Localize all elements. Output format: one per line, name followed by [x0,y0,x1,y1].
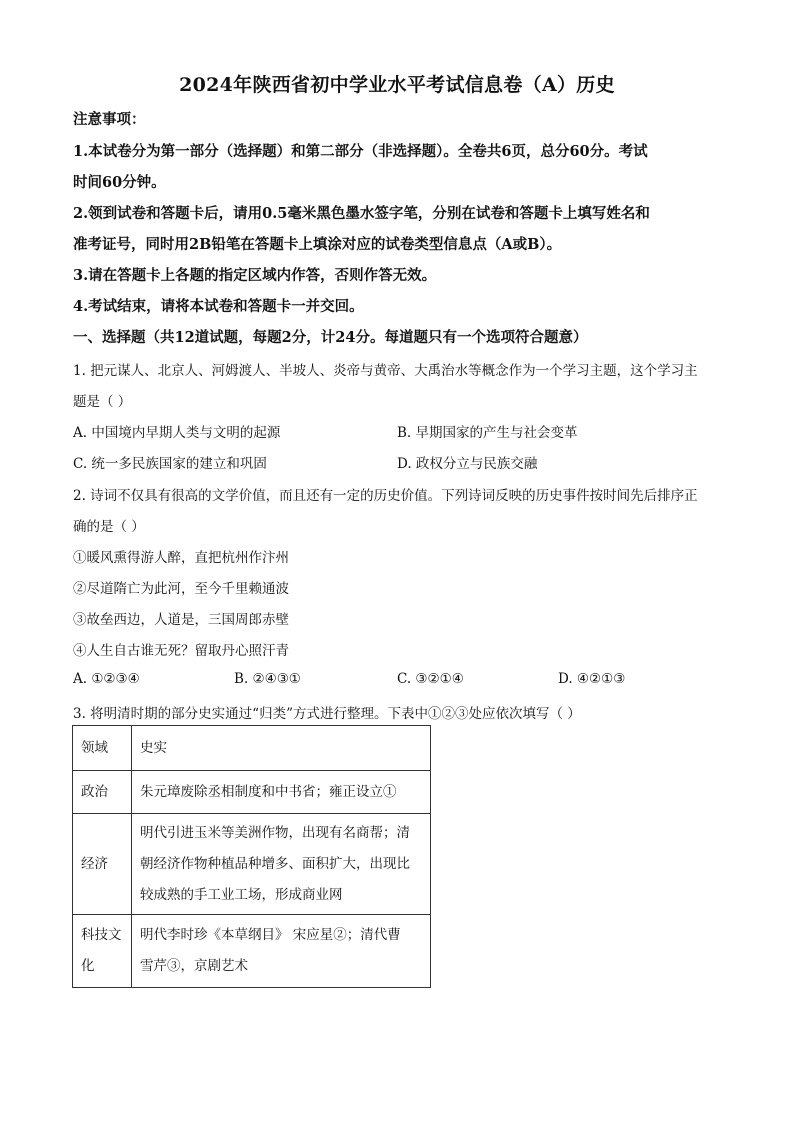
q2-stem-line-2: 确的是（ ） [73,519,145,535]
fact-line: 较成熟的手工业工场，形成商业网 [140,886,343,903]
fact-line: 雪芹③，京剧艺术 [140,958,248,974]
table-header-field: 领域 [73,726,132,771]
q2-option-c: C. ③②①④ [397,671,464,687]
notice-item-2-line-2: 准考证号，同时用2B铅笔在答题卡上填涂对应的试卷类型信息点（A或B）。 [73,236,562,253]
q1-option-c: C. 统一多民族国家的建立和巩固 [73,456,267,472]
table-row [73,771,431,814]
q2-poem-1: ①暖风熏得游人醉，直把杭州作汴州 [73,550,289,566]
fact-line: 朝经济作物种植品种增多、面积扩大，出现比 [140,855,410,872]
notice-item-4: 4.考试结束，请将本试卷和答题卡一并交回。 [73,298,364,315]
fact-line: 明代李时珍《本草纲目》 宋应星②；清代曹 [140,927,401,943]
table-row [73,915,431,988]
notice-item-3: 3.请在答题卡上各题的指定区域内作答，否则作答无效。 [73,267,437,284]
q1-stem-line-1: 1. 把元谋人、北京人、河姆渡人、半坡人、炎帝与黄帝、大禹治水等概念作为一个学习主题，这个学习主 [73,363,698,379]
table-cell-field [73,915,132,988]
table-cell-facts [132,771,431,814]
table-cell-field: 政治 [73,771,132,814]
q2-option-b: B. ②④③① [234,671,301,687]
q1-stem-line-2: 题是（ ） [73,394,132,410]
q2-poem-2: ②尽道隋亡为此河，至今千里赖通波 [73,581,289,597]
table-cell-facts [132,915,431,988]
q1-option-d: D. 政权分立与民族交融 [397,456,538,472]
exam-title: 2024年陕西省初中学业水平考试信息卷（A）历史 [179,74,615,96]
section-1-heading: 一、选择题（共12道试题，每题2分，计24分。每道题只有一个选项符合题意） [73,329,588,346]
table-cell-field: 经济 [73,814,132,915]
fact-line: 明代引进玉米等美洲作物，出现有名商帮；清 [140,824,410,841]
table-row [73,814,431,915]
q3-stem: 3. 将明清时期的部分史实通过“归类”方式进行整理。下表中①②③处应依次填写（ ） [73,706,581,722]
table-cell-facts [132,814,431,915]
q3-classification-table [72,725,431,988]
q2-option-a: A. ①②③④ [73,671,140,687]
q2-poem-3: ③故垒西边，人道是，三国周郎赤壁 [73,612,289,628]
notice-heading: 注意事项： [73,111,146,128]
q1-option-b: B. 早期国家的产生与社会变革 [397,425,578,441]
table-header-row [73,726,431,771]
q1-option-a: A. 中国境内早期人类与文明的起源 [73,425,281,441]
fact-line: 朱元璋废除丞相制度和中书省；雍正设立① [140,783,397,800]
q2-stem-line-1: 2. 诗词不仅具有很高的文学价值，而且还有一定的历史价值。下列诗词反映的历史事件按时间先后排序正 [73,488,698,504]
q2-poem-4: ④人生自古谁无死？留取丹心照汗青 [73,643,289,659]
notice-item-1-line-1: 1.本试卷分为第一部分（选择题）和第二部分（非选择题）。全卷共6页，总分60分。考试 [73,143,648,160]
notice-item-1-line-2: 时间60分钟。 [73,174,166,191]
q2-option-d: D. ④②①③ [558,671,626,687]
field-line: 科技文 [81,927,122,943]
table-header-facts: 史实 [132,726,431,771]
notice-item-2-line-1: 2.领到试卷和答题卡后，请用0.5毫米黑色墨水签字笔，分别在试卷和答题卡上填写姓名和 [73,205,650,222]
field-line: 化 [81,958,95,974]
